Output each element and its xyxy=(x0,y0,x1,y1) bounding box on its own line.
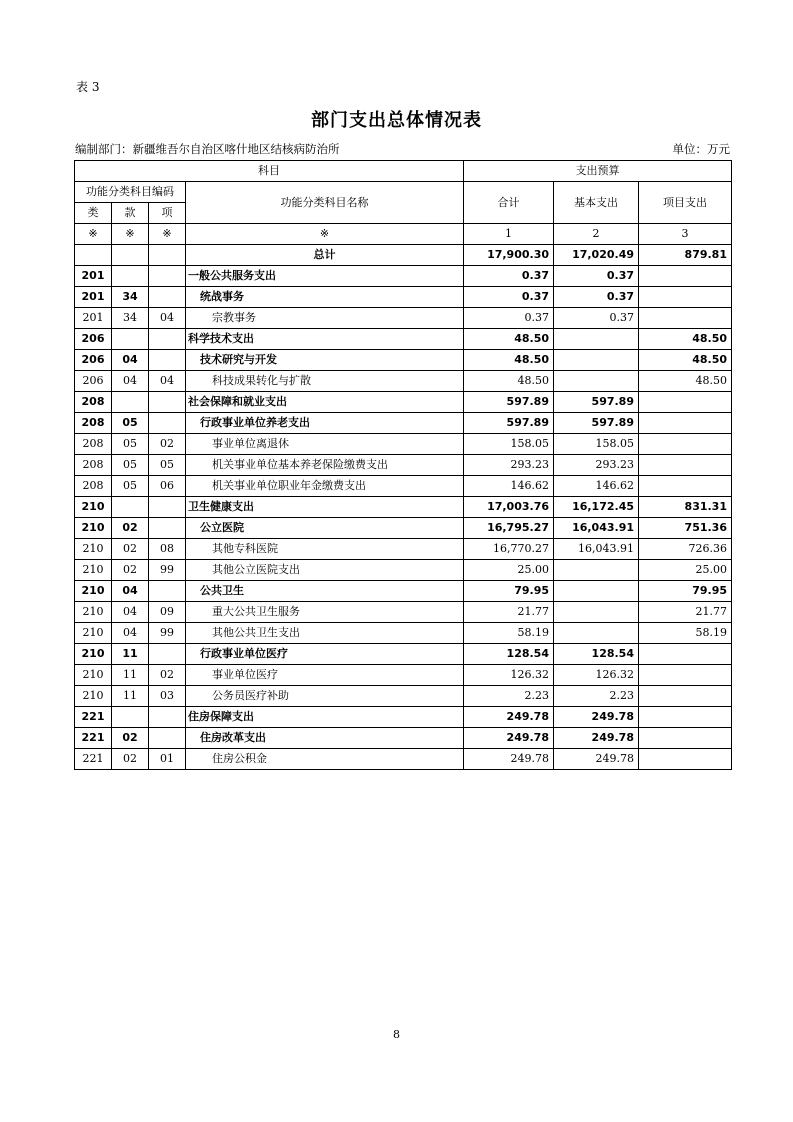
table-row xyxy=(75,665,732,686)
cell-basic: 597.89 xyxy=(554,392,639,413)
cell-xiang xyxy=(149,707,186,728)
column-number-1: 1 xyxy=(464,224,554,245)
header-project: 项目支出 xyxy=(639,182,732,224)
cell-kuan xyxy=(112,392,149,413)
cell-name: 机关事业单位职业年金缴费支出 xyxy=(186,476,464,497)
cell-project: 751.36 xyxy=(639,518,732,539)
cell-xiang: 99 xyxy=(149,623,186,644)
cell-project: 25.00 xyxy=(639,560,732,581)
table-row xyxy=(75,434,732,455)
cell-lei: 210 xyxy=(75,602,112,623)
grand-total-label: 总计 xyxy=(186,245,464,266)
cell-total: 58.19 xyxy=(464,623,554,644)
cell-lei: 208 xyxy=(75,434,112,455)
cell-lei: 210 xyxy=(75,581,112,602)
table-row xyxy=(75,287,732,308)
cell-basic: 128.54 xyxy=(554,644,639,665)
header-code-group: 功能分类科目编码 xyxy=(75,182,186,203)
cell-xiang: 09 xyxy=(149,602,186,623)
cell-xiang: 05 xyxy=(149,455,186,476)
cell-xiang xyxy=(149,644,186,665)
cell-project: 48.50 xyxy=(639,329,732,350)
cell-kuan: 04 xyxy=(112,350,149,371)
column-number-3: 3 xyxy=(639,224,732,245)
meta-row xyxy=(75,141,730,157)
cell-basic: 0.37 xyxy=(554,266,639,287)
table-row xyxy=(75,728,732,749)
header-kuan: 款 xyxy=(112,203,149,224)
table-row xyxy=(75,686,732,707)
cell-basic: 597.89 xyxy=(554,413,639,434)
table-row xyxy=(75,392,732,413)
cell-kuan xyxy=(112,266,149,287)
cell-kuan xyxy=(112,329,149,350)
cell-lei: 208 xyxy=(75,413,112,434)
cell-name: 住房保障支出 xyxy=(186,707,464,728)
cell-kuan: 11 xyxy=(112,686,149,707)
table-row xyxy=(75,266,732,287)
grand-total-basic: 17,020.49 xyxy=(554,245,639,266)
cell-xiang: 03 xyxy=(149,686,186,707)
page-number: 8 xyxy=(393,1028,400,1041)
cell-name: 卫生健康支出 xyxy=(186,497,464,518)
table-row xyxy=(75,707,732,728)
marker-cell: ※ xyxy=(186,224,464,245)
cell-name: 公共卫生 xyxy=(186,581,464,602)
cell-lei: 210 xyxy=(75,623,112,644)
cell-xiang: 02 xyxy=(149,665,186,686)
cell-xiang xyxy=(149,329,186,350)
cell-basic: 249.78 xyxy=(554,707,639,728)
cell-lei: 210 xyxy=(75,518,112,539)
cell-name: 其他公立医院支出 xyxy=(186,560,464,581)
department-label: 编制部门：新疆维吾尔自治区喀什地区结核病防治所 xyxy=(75,142,340,156)
cell-lei: 210 xyxy=(75,665,112,686)
cell-project xyxy=(639,434,732,455)
cell-kuan xyxy=(112,707,149,728)
header-lei: 类 xyxy=(75,203,112,224)
cell-name: 住房改革支出 xyxy=(186,728,464,749)
cell-total: 146.62 xyxy=(464,476,554,497)
cell-name: 住房公积金 xyxy=(186,749,464,770)
cell-lei: 201 xyxy=(75,287,112,308)
table-row xyxy=(75,623,732,644)
cell-basic: 126.32 xyxy=(554,665,639,686)
cell-lei: 210 xyxy=(75,644,112,665)
table-label: 表 3 xyxy=(76,80,100,94)
cell-xiang xyxy=(149,497,186,518)
cell-total: 21.77 xyxy=(464,602,554,623)
table-header xyxy=(75,161,732,266)
cell-lei: 206 xyxy=(75,329,112,350)
cell-xiang: 06 xyxy=(149,476,186,497)
cell-xiang xyxy=(149,266,186,287)
cell-project: 58.19 xyxy=(639,623,732,644)
header-name: 功能分类科目名称 xyxy=(186,182,464,224)
cell-name: 技术研究与开发 xyxy=(186,350,464,371)
cell-xiang xyxy=(149,350,186,371)
grand-total-total: 17,900.30 xyxy=(464,245,554,266)
cell-basic xyxy=(554,371,639,392)
cell-kuan: 02 xyxy=(112,560,149,581)
cell-basic: 16,043.91 xyxy=(554,539,639,560)
cell-basic xyxy=(554,560,639,581)
cell-project xyxy=(639,287,732,308)
marker-cell: ※ xyxy=(112,224,149,245)
header-xiang: 项 xyxy=(149,203,186,224)
cell-basic: 249.78 xyxy=(554,728,639,749)
cell-lei: 206 xyxy=(75,350,112,371)
cell-kuan: 04 xyxy=(112,581,149,602)
cell-basic xyxy=(554,581,639,602)
cell-total: 249.78 xyxy=(464,728,554,749)
cell-name: 公务员医疗补助 xyxy=(186,686,464,707)
cell-xiang: 02 xyxy=(149,434,186,455)
grand-total-kuan xyxy=(112,245,149,266)
cell-lei: 208 xyxy=(75,392,112,413)
cell-xiang: 99 xyxy=(149,560,186,581)
table-row xyxy=(75,560,732,581)
cell-basic: 249.78 xyxy=(554,749,639,770)
cell-xiang xyxy=(149,581,186,602)
expenditure-table xyxy=(74,160,732,770)
cell-project: 48.50 xyxy=(639,371,732,392)
cell-project xyxy=(639,707,732,728)
table-row xyxy=(75,539,732,560)
cell-basic: 0.37 xyxy=(554,308,639,329)
cell-name: 行政事业单位医疗 xyxy=(186,644,464,665)
cell-name: 其他公共卫生支出 xyxy=(186,623,464,644)
table-body xyxy=(75,266,732,770)
cell-total: 0.37 xyxy=(464,266,554,287)
cell-basic: 146.62 xyxy=(554,476,639,497)
cell-kuan: 34 xyxy=(112,287,149,308)
cell-kuan: 02 xyxy=(112,728,149,749)
cell-name: 行政事业单位养老支出 xyxy=(186,413,464,434)
cell-project xyxy=(639,728,732,749)
cell-name: 事业单位医疗 xyxy=(186,665,464,686)
cell-total: 48.50 xyxy=(464,371,554,392)
cell-project xyxy=(639,413,732,434)
cell-project xyxy=(639,392,732,413)
cell-lei: 221 xyxy=(75,728,112,749)
cell-basic xyxy=(554,350,639,371)
cell-kuan: 04 xyxy=(112,623,149,644)
cell-project xyxy=(639,644,732,665)
cell-total: 0.37 xyxy=(464,287,554,308)
cell-xiang xyxy=(149,392,186,413)
cell-xiang: 04 xyxy=(149,308,186,329)
cell-lei: 208 xyxy=(75,476,112,497)
cell-xiang xyxy=(149,287,186,308)
cell-kuan: 05 xyxy=(112,476,149,497)
cell-project xyxy=(639,749,732,770)
table-row xyxy=(75,455,732,476)
cell-lei: 201 xyxy=(75,266,112,287)
cell-kuan: 34 xyxy=(112,308,149,329)
cell-lei: 210 xyxy=(75,686,112,707)
table-row xyxy=(75,497,732,518)
cell-name: 其他专科医院 xyxy=(186,539,464,560)
cell-kuan: 02 xyxy=(112,749,149,770)
cell-total: 0.37 xyxy=(464,308,554,329)
cell-xiang xyxy=(149,728,186,749)
cell-project: 79.95 xyxy=(639,581,732,602)
cell-project: 21.77 xyxy=(639,602,732,623)
cell-project xyxy=(639,476,732,497)
table-row xyxy=(75,602,732,623)
cell-total: 17,003.76 xyxy=(464,497,554,518)
cell-total: 48.50 xyxy=(464,329,554,350)
cell-name: 科学技术支出 xyxy=(186,329,464,350)
cell-lei: 210 xyxy=(75,560,112,581)
cell-lei: 221 xyxy=(75,707,112,728)
cell-name: 重大公共卫生服务 xyxy=(186,602,464,623)
cell-lei: 201 xyxy=(75,308,112,329)
column-number-2: 2 xyxy=(554,224,639,245)
unit-label: 单位：万元 xyxy=(672,142,730,156)
cell-name: 公立医院 xyxy=(186,518,464,539)
cell-project xyxy=(639,308,732,329)
cell-lei: 208 xyxy=(75,455,112,476)
cell-kuan: 04 xyxy=(112,371,149,392)
document-title: 部门支出总体情况表 xyxy=(311,110,482,131)
cell-basic xyxy=(554,329,639,350)
cell-total: 16,770.27 xyxy=(464,539,554,560)
cell-basic xyxy=(554,602,639,623)
cell-basic: 0.37 xyxy=(554,287,639,308)
cell-name: 社会保障和就业支出 xyxy=(186,392,464,413)
cell-total: 249.78 xyxy=(464,749,554,770)
cell-total: 48.50 xyxy=(464,350,554,371)
cell-xiang: 04 xyxy=(149,371,186,392)
cell-kuan: 05 xyxy=(112,455,149,476)
table-row xyxy=(75,350,732,371)
table-row xyxy=(75,518,732,539)
cell-lei: 210 xyxy=(75,539,112,560)
table-row xyxy=(75,413,732,434)
cell-kuan: 11 xyxy=(112,644,149,665)
cell-kuan: 05 xyxy=(112,413,149,434)
marker-cell: ※ xyxy=(149,224,186,245)
cell-project: 831.31 xyxy=(639,497,732,518)
cell-lei: 206 xyxy=(75,371,112,392)
cell-lei: 221 xyxy=(75,749,112,770)
cell-total: 128.54 xyxy=(464,644,554,665)
cell-project xyxy=(639,266,732,287)
cell-basic: 2.23 xyxy=(554,686,639,707)
marker-cell: ※ xyxy=(75,224,112,245)
cell-total: 2.23 xyxy=(464,686,554,707)
cell-total: 126.32 xyxy=(464,665,554,686)
cell-basic xyxy=(554,623,639,644)
table-row xyxy=(75,329,732,350)
table-row xyxy=(75,644,732,665)
cell-total: 158.05 xyxy=(464,434,554,455)
cell-project xyxy=(639,665,732,686)
table-row xyxy=(75,476,732,497)
cell-total: 597.89 xyxy=(464,413,554,434)
cell-basic: 16,043.91 xyxy=(554,518,639,539)
grand-total-project: 879.81 xyxy=(639,245,732,266)
cell-xiang xyxy=(149,413,186,434)
cell-total: 293.23 xyxy=(464,455,554,476)
table-row xyxy=(75,581,732,602)
cell-name: 事业单位离退休 xyxy=(186,434,464,455)
cell-basic: 16,172.45 xyxy=(554,497,639,518)
header-basic: 基本支出 xyxy=(554,182,639,224)
cell-basic: 158.05 xyxy=(554,434,639,455)
cell-total: 597.89 xyxy=(464,392,554,413)
cell-name: 宗教事务 xyxy=(186,308,464,329)
cell-name: 统战事务 xyxy=(186,287,464,308)
grand-total-xiang xyxy=(149,245,186,266)
cell-kuan: 02 xyxy=(112,539,149,560)
cell-lei: 210 xyxy=(75,497,112,518)
cell-project xyxy=(639,455,732,476)
cell-xiang xyxy=(149,518,186,539)
cell-xiang: 01 xyxy=(149,749,186,770)
cell-total: 249.78 xyxy=(464,707,554,728)
table-row xyxy=(75,308,732,329)
cell-basic: 293.23 xyxy=(554,455,639,476)
cell-name: 机关事业单位基本养老保险缴费支出 xyxy=(186,455,464,476)
cell-kuan: 11 xyxy=(112,665,149,686)
cell-project: 48.50 xyxy=(639,350,732,371)
cell-kuan: 02 xyxy=(112,518,149,539)
header-subject: 科目 xyxy=(75,161,464,182)
cell-xiang: 08 xyxy=(149,539,186,560)
cell-total: 25.00 xyxy=(464,560,554,581)
cell-kuan: 05 xyxy=(112,434,149,455)
cell-name: 科技成果转化与扩散 xyxy=(186,371,464,392)
cell-name: 一般公共服务支出 xyxy=(186,266,464,287)
cell-total: 79.95 xyxy=(464,581,554,602)
cell-total: 16,795.27 xyxy=(464,518,554,539)
grand-total-lei xyxy=(75,245,112,266)
table-row xyxy=(75,371,732,392)
cell-kuan: 04 xyxy=(112,602,149,623)
header-budget: 支出预算 xyxy=(464,161,732,182)
cell-project xyxy=(639,686,732,707)
header-total: 合计 xyxy=(464,182,554,224)
cell-kuan xyxy=(112,497,149,518)
table-row xyxy=(75,749,732,770)
cell-project: 726.36 xyxy=(639,539,732,560)
